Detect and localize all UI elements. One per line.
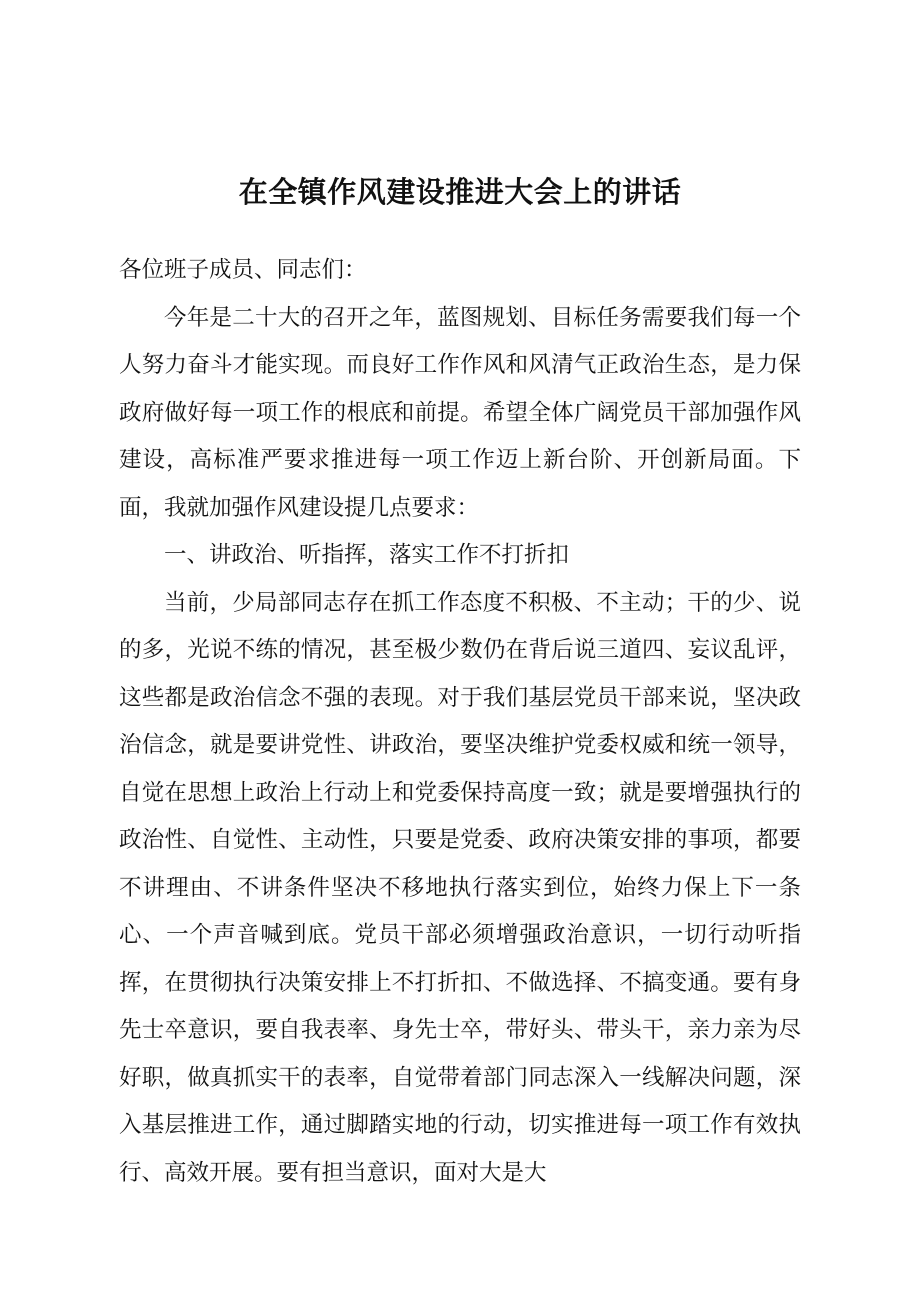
- paragraph-intro: 今年是二十大的召开之年，蓝图规划、目标任务需要我们每一个人努力奋斗才能实现。而良好工作作风和风清气正政治生态，是力保政府做好每一项工作的根底和前提。希望全体广阔党员干部加强作风建设，高标准严要求推进每一项工作迈上新台阶、开创新局面。下面，我就加强作风建设提几点要求：: [119, 304, 801, 521]
- document-title: 在全镇作风建设推进大会上的讲话: [238, 175, 682, 209]
- document-body: [119, 247, 801, 1197]
- section-heading-1: 一、讲政治、听指挥，落实工作不打折扣: [164, 542, 570, 568]
- salutation: 各位班子成员、同志们：: [119, 257, 367, 283]
- paragraph-section-1: 当前，少局部同志存在抓工作态度不积极、不主动；干的少、说的多，光说不练的情况，甚至极少数仍在背后说三道四、妄议乱评，这些都是政治信念不强的表现。对于我们基层党员干部来说，坚决政治信念，就是要讲党性、讲政治，要坚决维护党委权威和统一领导，自觉在思想上政治上行动上和党委保持高度一致；就是要增强执行的政治性、自觉性、主动性，只要是党委、政府决策安排的事项，都要不讲理由、不讲条件坚决不移地执行落实到位，始终力保上下一条心、一个声音喊到底。党员干部必须增强政治意识，一切行动听指挥，在贯彻执行决策安排上不打折扣、不做选择、不搞变通。要有身先士卒意识，要自我表率、身先士卒，带好头、带头干，亲力亲为尽好职，做真抓实干的表率，自觉带着部门同志深入一线解决问题，深入基层推进工作，通过脚踏实地的行动，切实推进每一项工作有效执行、高效开展。要有担当意识，面对大是大: [119, 589, 801, 1186]
